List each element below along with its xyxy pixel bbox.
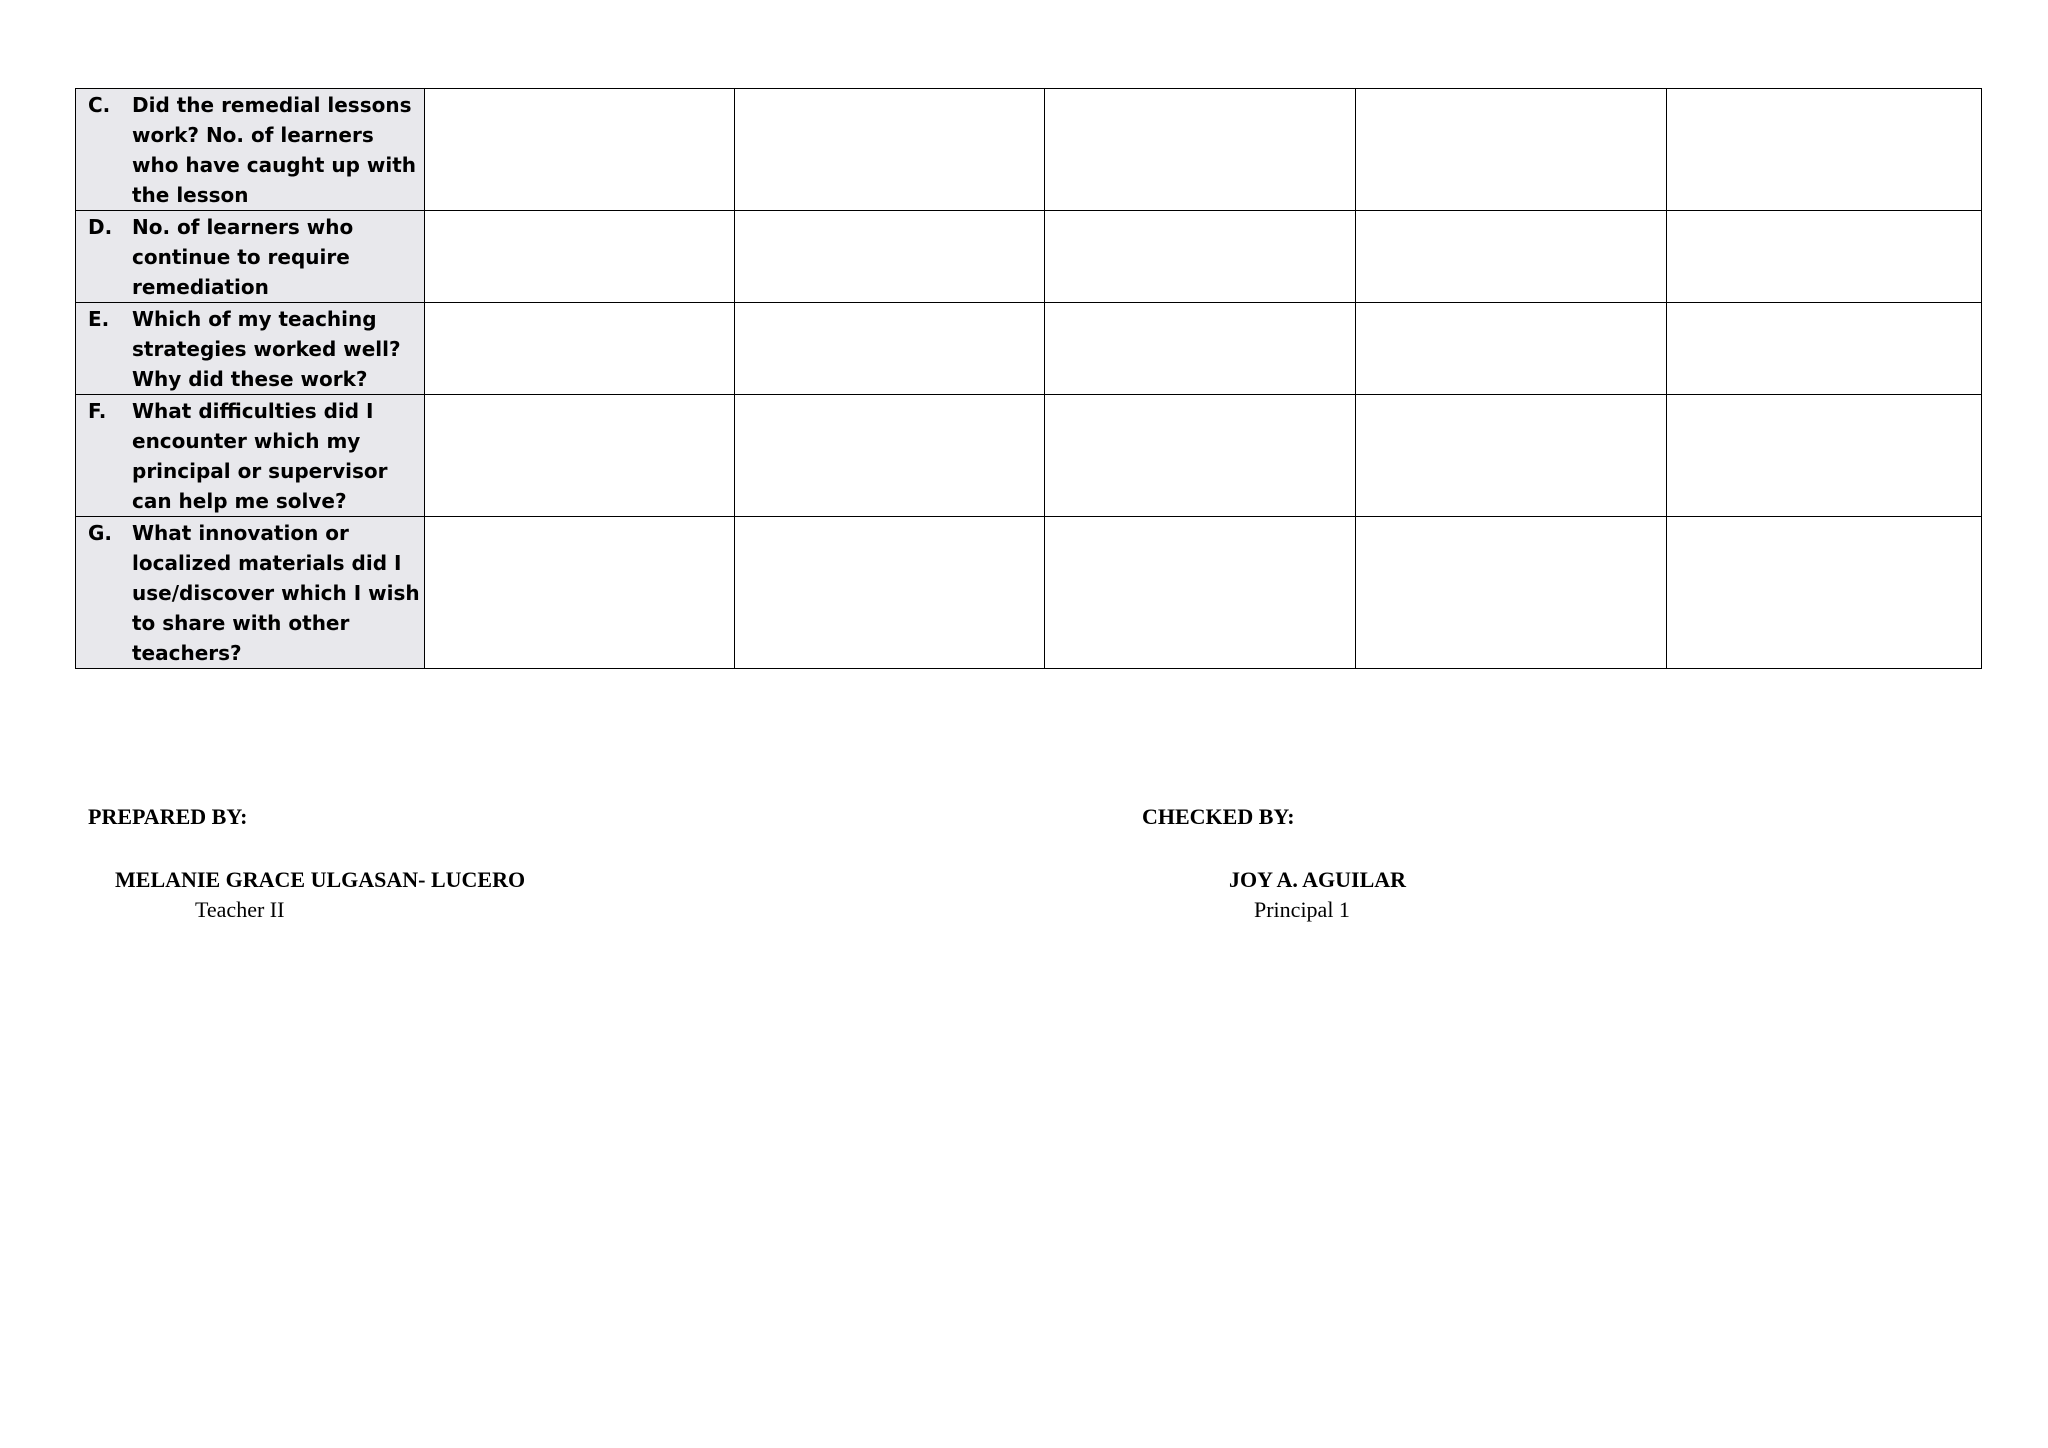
answer-cell[interactable] [1045,211,1356,303]
preparer-name: MELANIE GRACE ULGASAN- LUCERO [115,867,526,892]
question-cell [76,517,425,669]
question-cell [76,395,425,517]
prepared-by-label: PREPARED BY: [88,804,248,829]
question-text: No. of learners who continue to require remediation [132,215,354,299]
question-letter: F. [88,399,107,423]
question-text: Did the remedial lessons work? No. of learners who have caught up with the lesson [132,93,417,207]
question-cell [76,303,425,395]
question-text: Which of my teaching strategies worked well? Why did these work? [132,307,401,391]
answer-cell[interactable] [735,517,1045,669]
answer-cell[interactable] [1667,303,1982,395]
question-letter: D. [88,215,113,239]
answer-cell[interactable] [425,395,735,517]
answer-cell[interactable] [1667,395,1982,517]
answer-cell[interactable] [1356,211,1667,303]
answer-cell[interactable] [1045,89,1356,211]
answer-cell[interactable] [425,211,735,303]
table-row [76,517,1982,669]
answer-cell[interactable] [425,517,735,669]
checker-name: JOY A. AGUILAR [1229,867,1407,892]
answer-cell[interactable] [735,303,1045,395]
table-row [76,303,1982,395]
question-letter: E. [88,307,110,331]
question-text: What difficulties did I encounter which my principal or supervisor can help me solve? [132,399,388,513]
checked-by-label: CHECKED BY: [1142,804,1295,829]
question-letter: G. [88,521,113,545]
answer-cell[interactable] [735,395,1045,517]
answer-cell[interactable] [1045,517,1356,669]
question-cell [76,211,425,303]
answer-cell[interactable] [1356,303,1667,395]
table-row [76,89,1982,211]
checker-title: Principal 1 [1254,897,1350,922]
answer-cell[interactable] [1045,303,1356,395]
answer-cell[interactable] [1356,517,1667,669]
answer-cell[interactable] [1667,89,1982,211]
preparer-title: Teacher II [195,897,285,922]
answer-cell[interactable] [425,303,735,395]
reflection-table [75,88,1982,669]
question-cell [76,89,425,211]
answer-cell[interactable] [1356,395,1667,517]
answer-cell[interactable] [425,89,735,211]
table-row [76,211,1982,303]
answer-cell[interactable] [1045,395,1356,517]
answer-cell[interactable] [735,211,1045,303]
answer-cell[interactable] [1667,211,1982,303]
question-letter: C. [88,93,111,117]
question-text: What innovation or localized materials did I use/discover which I wish to share with other teachers? [132,521,420,665]
answer-cell[interactable] [735,89,1045,211]
answer-cell[interactable] [1356,89,1667,211]
table-row [76,395,1982,517]
answer-cell[interactable] [1667,517,1982,669]
